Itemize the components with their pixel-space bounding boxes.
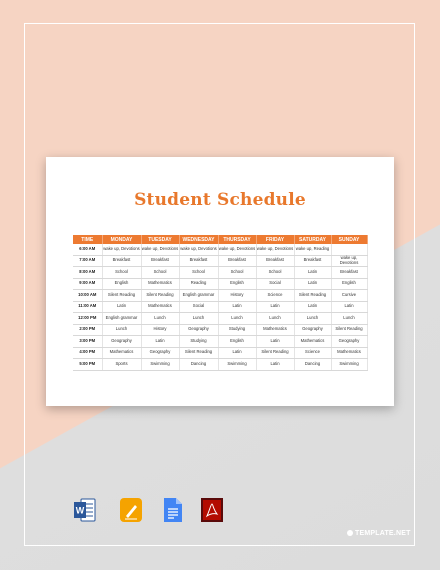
table-cell: Silent Reading (331, 324, 367, 336)
table-cell: School (218, 267, 256, 279)
table-cell: Latin (218, 347, 256, 359)
table-cell: wake up, Devotions (218, 244, 256, 255)
table-cell: Mathematics (331, 347, 367, 359)
header-monday: MONDAY (102, 235, 141, 244)
table-cell: English grammar (179, 290, 218, 302)
header-wednesday: WEDNESDAY (179, 235, 218, 244)
table-cell: Lunch (102, 324, 141, 336)
table-cell: Breakfast (256, 255, 294, 267)
time-cell: 6:00 AM (73, 244, 102, 255)
table-cell: School (141, 267, 179, 279)
table-cell: wake up, Devotions (331, 255, 367, 267)
table-cell: Breakfast (294, 255, 331, 267)
table-row (73, 324, 367, 336)
time-cell: 5:00 PM (73, 359, 102, 371)
table-cell: Latin (102, 301, 141, 313)
document-title: Student Schedule (134, 190, 306, 210)
download-format-icons (74, 497, 222, 525)
table-cell: wake up, Devotions (179, 244, 218, 255)
time-cell: 4:00 PM (73, 347, 102, 359)
table-row (73, 336, 367, 348)
table-cell: Reading (179, 278, 218, 290)
table-row (73, 290, 367, 302)
header-thursday: THURSDAY (218, 235, 256, 244)
table-cell: English (218, 336, 256, 348)
table-cell: History (218, 290, 256, 302)
table-cell: Silent Reading (102, 290, 141, 302)
table-cell: School (179, 267, 218, 279)
word-icon-letter: W (75, 505, 85, 516)
brand-logo-icon (347, 530, 353, 536)
table-cell: Breakfast (218, 255, 256, 267)
table-cell: Social (179, 301, 218, 313)
table-cell (331, 244, 367, 255)
table-row (73, 301, 367, 313)
table-cell: Sports (102, 359, 141, 371)
brand-watermark (347, 530, 411, 537)
table-row (73, 255, 367, 267)
time-cell: 10:00 AM (73, 290, 102, 302)
pdf-icon[interactable] (201, 497, 222, 523)
table-cell: wake up, Devotions (102, 244, 141, 255)
time-cell: 8:00 AM (73, 267, 102, 279)
table-cell: wake up, Devotions (256, 244, 294, 255)
table-cell: Cursive (331, 290, 367, 302)
header-sunday: SUNDAY (331, 235, 367, 244)
table-cell: Latin (218, 301, 256, 313)
table-cell: Latin (294, 278, 331, 290)
time-cell: 7:00 AM (73, 255, 102, 267)
table-row (73, 278, 367, 290)
table-cell: Breakfast (331, 267, 367, 279)
table-cell: Mathematics (256, 324, 294, 336)
table-cell: Latin (331, 301, 367, 313)
table-cell: Geography (179, 324, 218, 336)
table-cell: Lunch (331, 313, 367, 325)
table-cell: Mathematics (102, 347, 141, 359)
table-cell: Geography (102, 336, 141, 348)
table-row (73, 244, 367, 255)
time-cell: 9:00 AM (73, 278, 102, 290)
table-cell: Dancing (294, 359, 331, 371)
table-cell: Silent Reading (179, 347, 218, 359)
table-cell: School (256, 267, 294, 279)
table-cell: Silent Reading (256, 347, 294, 359)
table-cell: Latin (256, 359, 294, 371)
table-cell: Lunch (294, 313, 331, 325)
table-cell: Latin (141, 336, 179, 348)
table-cell: Studying (179, 336, 218, 348)
document-preview[interactable] (46, 157, 394, 406)
table-cell: Silent Reading (141, 290, 179, 302)
table-cell: Lunch (179, 313, 218, 325)
table-cell: Latin (294, 267, 331, 279)
time-cell: 2:00 PM (73, 324, 102, 336)
table-cell: Latin (294, 301, 331, 313)
table-cell: History (141, 324, 179, 336)
schedule-header-row (73, 235, 367, 244)
time-cell: 3:00 PM (73, 336, 102, 348)
word-icon[interactable] (74, 497, 95, 523)
table-cell: Dancing (179, 359, 218, 371)
table-cell: Lunch (141, 313, 179, 325)
table-cell: School (102, 267, 141, 279)
table-cell: Breakfast (179, 255, 218, 267)
table-cell: English (218, 278, 256, 290)
time-cell: 11:00 AM (73, 301, 102, 313)
table-cell: Swimming (218, 359, 256, 371)
table-cell: Geography (331, 336, 367, 348)
table-cell: Breakfast (102, 255, 141, 267)
table-cell: Studying (218, 324, 256, 336)
table-cell: Latin (256, 336, 294, 348)
brand-text: TEMPLATE.NET (355, 530, 411, 537)
header-saturday: SATURDAY (294, 235, 331, 244)
table-cell: Social (256, 278, 294, 290)
table-cell: Lunch (256, 313, 294, 325)
table-cell: Silent Reading (294, 290, 331, 302)
google-docs-icon[interactable] (163, 497, 184, 523)
header-friday: FRIDAY (256, 235, 294, 244)
table-cell: Mathematics (294, 336, 331, 348)
table-row (73, 313, 367, 325)
table-cell: wake up, Reading (294, 244, 331, 255)
table-cell: Science (294, 347, 331, 359)
table-cell: Geography (294, 324, 331, 336)
table-cell: Latin (256, 301, 294, 313)
table-cell: Science (256, 290, 294, 302)
table-cell: Breakfast (141, 255, 179, 267)
table-cell: Mathematics (141, 278, 179, 290)
header-tuesday: TUESDAY (141, 235, 179, 244)
header-time: TIME (73, 235, 102, 244)
table-row (73, 347, 367, 359)
table-cell: Swimming (141, 359, 179, 371)
table-cell: Swimming (331, 359, 367, 371)
table-cell: English (331, 278, 367, 290)
table-cell: Geography (141, 347, 179, 359)
table-row (73, 267, 367, 279)
schedule-table (73, 235, 368, 371)
table-cell: Mathematics (141, 301, 179, 313)
table-cell: wake up, Devotions (141, 244, 179, 255)
table-cell: Lunch (218, 313, 256, 325)
time-cell: 12:00 PM (73, 313, 102, 325)
table-cell: English grammar (102, 313, 141, 325)
pages-icon[interactable] (120, 497, 141, 523)
table-cell: English (102, 278, 141, 290)
table-row (73, 359, 367, 371)
